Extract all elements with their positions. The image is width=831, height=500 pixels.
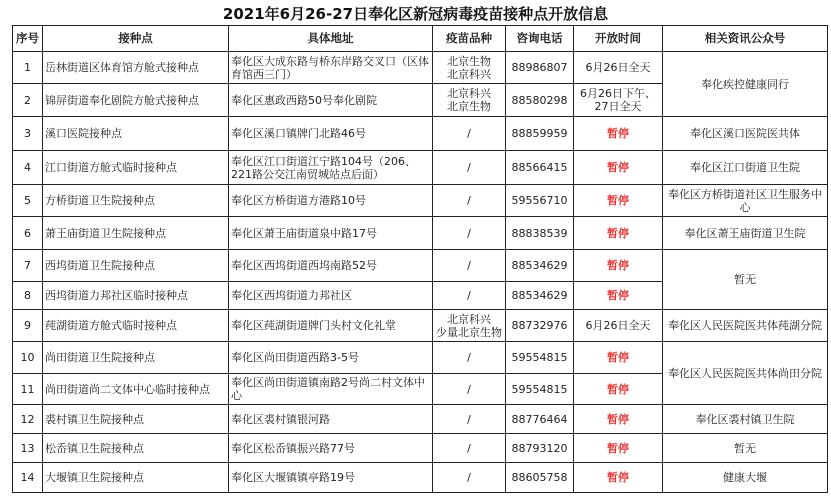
- site-name: 萧王庙街道卫生院接种点: [43, 217, 229, 250]
- phone-number: 88986807: [506, 52, 574, 84]
- site-name: 岳林街道区体育馆方舱式接种点: [43, 52, 229, 84]
- row-number: 7: [13, 250, 43, 282]
- table-row: [13, 217, 828, 250]
- site-address: 奉化区松岙镇振兴路77号: [229, 434, 433, 463]
- open-time: 暂停: [574, 217, 663, 250]
- header-account: 相关资讯公众号: [663, 26, 828, 52]
- open-time: 暂停: [574, 434, 663, 463]
- vaccine-type: /: [433, 405, 506, 434]
- site-name: 莼湖街道方舱式临时接种点: [43, 310, 229, 342]
- site-name: 西坞街道力邦社区临时接种点: [43, 282, 229, 310]
- header-phone: 咨询电话: [506, 26, 574, 52]
- site-address: 奉化区大成东路与桥东岸路交叉口（区体育馆西三门）: [229, 52, 433, 84]
- info-account: 奉化区人民医院医共体尚田分院: [663, 342, 828, 405]
- header-vaccine: 疫苗品种: [433, 26, 506, 52]
- vaccine-type: /: [433, 185, 506, 217]
- open-time: 暂停: [574, 374, 663, 405]
- table-row: [13, 463, 828, 493]
- open-time: 暂停: [574, 185, 663, 217]
- site-name: 江口街道方舱式临时接种点: [43, 151, 229, 185]
- header-site: 接种点: [43, 26, 229, 52]
- vaccine-type: /: [433, 217, 506, 250]
- table-row: [13, 310, 828, 342]
- vaccine-type: /: [433, 434, 506, 463]
- row-number: 4: [13, 151, 43, 185]
- vaccine-type: /: [433, 342, 506, 374]
- open-time: 暂停: [574, 463, 663, 493]
- row-number: 6: [13, 217, 43, 250]
- row-number: 14: [13, 463, 43, 493]
- info-account: 奉化区裘村镇卫生院: [663, 405, 828, 434]
- info-account: 暂无: [663, 250, 828, 310]
- row-number: 2: [13, 84, 43, 117]
- site-address: 奉化区溪口镇牌门北路46号: [229, 117, 433, 151]
- row-number: 11: [13, 374, 43, 405]
- vaccination-sites-table: [12, 25, 828, 493]
- phone-number: 88580298: [506, 84, 574, 117]
- site-name: 方桥街道卫生院接种点: [43, 185, 229, 217]
- table-row: [13, 434, 828, 463]
- info-account: 健康大堰: [663, 463, 828, 493]
- vaccine-type: /: [433, 250, 506, 282]
- site-name: 松岙镇卫生院接种点: [43, 434, 229, 463]
- site-address: 奉化区尚田街道西路3-5号: [229, 342, 433, 374]
- phone-number: 59554815: [506, 342, 574, 374]
- header-no: 序号: [13, 26, 43, 52]
- site-name: 溪口医院接种点: [43, 117, 229, 151]
- table-row: [13, 52, 828, 84]
- open-time: 暂停: [574, 151, 663, 185]
- row-number: 1: [13, 52, 43, 84]
- phone-number: 88838539: [506, 217, 574, 250]
- site-name: 尚田街道卫生院接种点: [43, 342, 229, 374]
- phone-number: 59556710: [506, 185, 574, 217]
- page-title: 2021年6月26-27日奉化区新冠病毒疫苗接种点开放信息: [222, 5, 609, 23]
- info-account: 奉化区江口街道卫生院: [663, 151, 828, 185]
- phone-number: 88534629: [506, 250, 574, 282]
- info-account: 奉化区溪口医院医共体: [663, 117, 828, 151]
- site-name: 裘村镇卫生院接种点: [43, 405, 229, 434]
- table-row: [13, 151, 828, 185]
- open-time: 暂停: [574, 282, 663, 310]
- site-name: 西坞街道卫生院接种点: [43, 250, 229, 282]
- phone-number: 88605758: [506, 463, 574, 493]
- table-row: [13, 117, 828, 151]
- open-time: 6月26日全天: [574, 52, 663, 84]
- site-name: 锦屏街道奉化剧院方舱式接种点: [43, 84, 229, 117]
- vaccine-type: /: [433, 282, 506, 310]
- info-account: 暂无: [663, 434, 828, 463]
- vaccine-type: 北京科兴 少量北京生物: [433, 310, 506, 342]
- row-number: 8: [13, 282, 43, 310]
- site-address: 奉化区江口街道江宁路104号（206、221路公交江南贸城站点后面）: [229, 151, 433, 185]
- header-row: [13, 26, 828, 52]
- phone-number: 88732976: [506, 310, 574, 342]
- row-number: 10: [13, 342, 43, 374]
- phone-number: 59554815: [506, 374, 574, 405]
- header-time: 开放时间: [574, 26, 663, 52]
- row-number: 5: [13, 185, 43, 217]
- phone-number: 88566415: [506, 151, 574, 185]
- open-time: 暂停: [574, 250, 663, 282]
- info-account: 奉化区方桥街道社区卫生服务中心: [663, 185, 828, 217]
- row-number: 9: [13, 310, 43, 342]
- site-address: 奉化区西坞街道西坞南路52号: [229, 250, 433, 282]
- phone-number: 88859959: [506, 117, 574, 151]
- open-time: 暂停: [574, 117, 663, 151]
- site-address: 奉化区西坞街道力邦社区: [229, 282, 433, 310]
- site-address: 奉化区莼湖街道牌门头村文化礼堂: [229, 310, 433, 342]
- site-address: 奉化区尚田街道镇南路2号尚二村文体中心: [229, 374, 433, 405]
- site-address: 奉化区惠政西路50号奉化剧院: [229, 84, 433, 117]
- info-account: 奉化区萧王庙街道卫生院: [663, 217, 828, 250]
- vaccine-type: 北京生物 北京科兴: [433, 52, 506, 84]
- open-time: 6月26日全天: [574, 310, 663, 342]
- phone-number: 88793120: [506, 434, 574, 463]
- table-row: [13, 342, 828, 374]
- vaccine-type: 北京科兴 北京生物: [433, 84, 506, 117]
- site-address: 奉化区裘村镇银河路: [229, 405, 433, 434]
- site-address: 奉化区方桥街道方港路10号: [229, 185, 433, 217]
- phone-number: 88534629: [506, 282, 574, 310]
- table-row: [13, 405, 828, 434]
- row-number: 12: [13, 405, 43, 434]
- table-row: [13, 250, 828, 282]
- vaccine-type: /: [433, 151, 506, 185]
- site-name: 大堰镇卫生院接种点: [43, 463, 229, 493]
- site-address: 奉化区大堰镇镇亭路19号: [229, 463, 433, 493]
- row-number: 3: [13, 117, 43, 151]
- row-number: 13: [13, 434, 43, 463]
- open-time: 暂停: [574, 405, 663, 434]
- vaccine-type: /: [433, 463, 506, 493]
- phone-number: 88776464: [506, 405, 574, 434]
- open-time: 6月26日下午、27日全天: [574, 84, 663, 117]
- header-address: 具体地址: [229, 26, 433, 52]
- site-name: 尚田街道尚二文体中心临时接种点: [43, 374, 229, 405]
- info-account: 奉化区人民医院医共体莼湖分院: [663, 310, 828, 342]
- vaccine-type: /: [433, 117, 506, 151]
- info-account: 奉化疾控健康同行: [663, 52, 828, 117]
- open-time: 暂停: [574, 342, 663, 374]
- site-address: 奉化区萧王庙街道泉中路17号: [229, 217, 433, 250]
- table-row: [13, 185, 828, 217]
- vaccine-type: /: [433, 374, 506, 405]
